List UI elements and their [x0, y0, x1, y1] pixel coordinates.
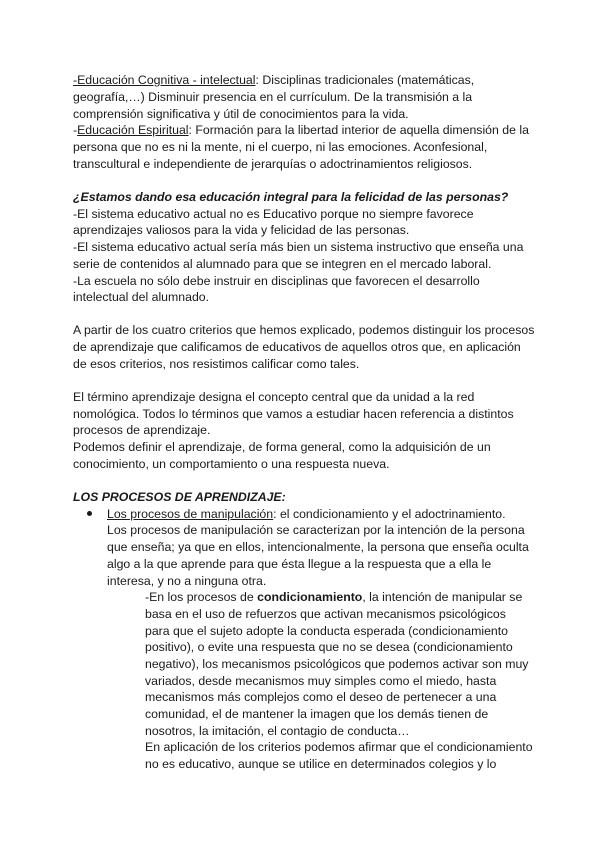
- para2-line-5: conocimiento, un comportamiento o una respuesta nueva.: [73, 457, 390, 471]
- section2-line-4: serie de contenidos al alumnado para que se integren en el mercado laboral.: [73, 257, 492, 271]
- bullet-line-4: algo a la que aprende para que ésta llegue a la respuesta que a ella le: [107, 557, 492, 571]
- sub-line-2: basa en el uso de refuerzos que activan mecanismos psicológicos: [145, 607, 506, 621]
- section1-line-1: [73, 72, 474, 88]
- section2-line-5: -La escuela no sólo debe instruir en disciplinas que favorecen el desarrollo: [73, 274, 480, 288]
- para1-line-3: de esos criterios, nos resistimos calificar como tales.: [73, 357, 360, 371]
- section1-line-5: persona que no es ni la mente, ni el cuerpo, ni las emociones. Aconfesional,: [73, 140, 488, 154]
- section1-line-1-text: : Disciplinas tradicionales (matemáticas,: [255, 73, 475, 87]
- bullet-dot: [87, 511, 92, 516]
- section2-line-6: intelectual del alumnado.: [73, 290, 210, 304]
- sub-line-1: [145, 589, 522, 605]
- sub-line-7: mecanismos más complejos como el deseo de pertenecer a una: [145, 690, 497, 704]
- section2-heading: ¿Estamos dando esa educación integral para la felicidad de las personas?: [73, 190, 509, 204]
- bullet-line-1-text: : el condicionamiento y el adoctrinamiento.: [273, 507, 506, 521]
- sub-line-4: positivo), o evite una respuesta que no se desea (condicionamiento: [145, 640, 513, 654]
- spiritual-education-term: Educación Espiritual: [77, 123, 189, 137]
- sub-line-1-rest: , la intención de manipular se: [362, 590, 523, 604]
- sub-line-3: para que el sujeto adopte la conducta esperada (condicionamiento: [145, 624, 509, 638]
- cognitive-education-term: -Educación Cognitiva - intelectual: [73, 73, 256, 87]
- para1-line-1: A partir de los cuatro criterios que hemos explicado, podemos distinguir los procesos: [73, 323, 535, 337]
- para1-line-2: de aprendizaje que calificamos de educativos de aquellos otros que, en aplicación: [73, 340, 521, 354]
- bullet-line-3: que enseña; ya que en ellos, intencionalmente, la persona que enseña oculta: [107, 540, 529, 554]
- sub-line-8: comunidad, el de mantener la imagen que los demás tienen de: [145, 707, 489, 721]
- section1-line-6: transcultural e independiente de jerarquías o adoctrinamientos religiosos.: [73, 157, 473, 171]
- bullet-line-5: interesa, y no a ninguna otra.: [107, 574, 267, 588]
- section1-line-4-text: : Formación para la libertad interior de aquella dimensión de la: [188, 123, 529, 137]
- sub-line-9: nosotros, la imitación, el contagio de conducta…: [145, 724, 410, 738]
- bullet-line-2: Los procesos de manipulación se caracterizan por la intención de la persona: [107, 523, 525, 537]
- section3-heading: LOS PROCESOS DE APRENDIZAJE:: [73, 490, 286, 504]
- bullet-line-1: [107, 506, 506, 522]
- section1-line-3: comprensión significativa y útil de conocimientos para la vida.: [73, 107, 409, 121]
- sub-line-6: variados, desde mecanismos muy simples como el miedo, hasta: [145, 674, 497, 688]
- para2-line-2: nomológica. Todos lo términos que vamos a estudiar hacen referencia a distintos: [73, 407, 514, 421]
- section2-line-3: -El sistema educativo actual sería más bien un sistema instructivo que enseña una: [73, 240, 524, 254]
- para2-line-4: Podemos definir el aprendizaje, de forma general, como la adquisición de un: [73, 440, 491, 454]
- para2-line-3: procesos de aprendizaje.: [73, 423, 211, 437]
- sub-line-5: negativo), los mecanismos psicológicos que podemos activar son muy: [145, 657, 529, 671]
- section1-line-4: [73, 122, 529, 138]
- sub-line-11: no es educativo, aunque se utilice en determinados colegios y lo: [145, 757, 497, 771]
- manipulation-processes-term: Los procesos de manipulación: [107, 507, 274, 521]
- section2-line-2: aprendizajes valiosos para la vida y felicidad de las personas.: [73, 223, 410, 237]
- conditioning-term: condicionamiento: [257, 590, 363, 604]
- sub-line-10: En aplicación de los criterios podemos afirmar que el condicionamiento: [145, 740, 533, 754]
- section1-line-4-dash: -: [73, 123, 78, 137]
- section1-line-2: geografía,…) Disminuir presencia en el currículum. De la transmisión a la: [73, 90, 473, 104]
- para2-line-1: El término aprendizaje designa el concepto central que da unidad a la red: [73, 390, 475, 404]
- section2-line-1: -El sistema educativo actual no es Educativo porque no siempre favorece: [73, 207, 474, 221]
- sub-line-1-pre: -En los procesos de: [145, 590, 258, 604]
